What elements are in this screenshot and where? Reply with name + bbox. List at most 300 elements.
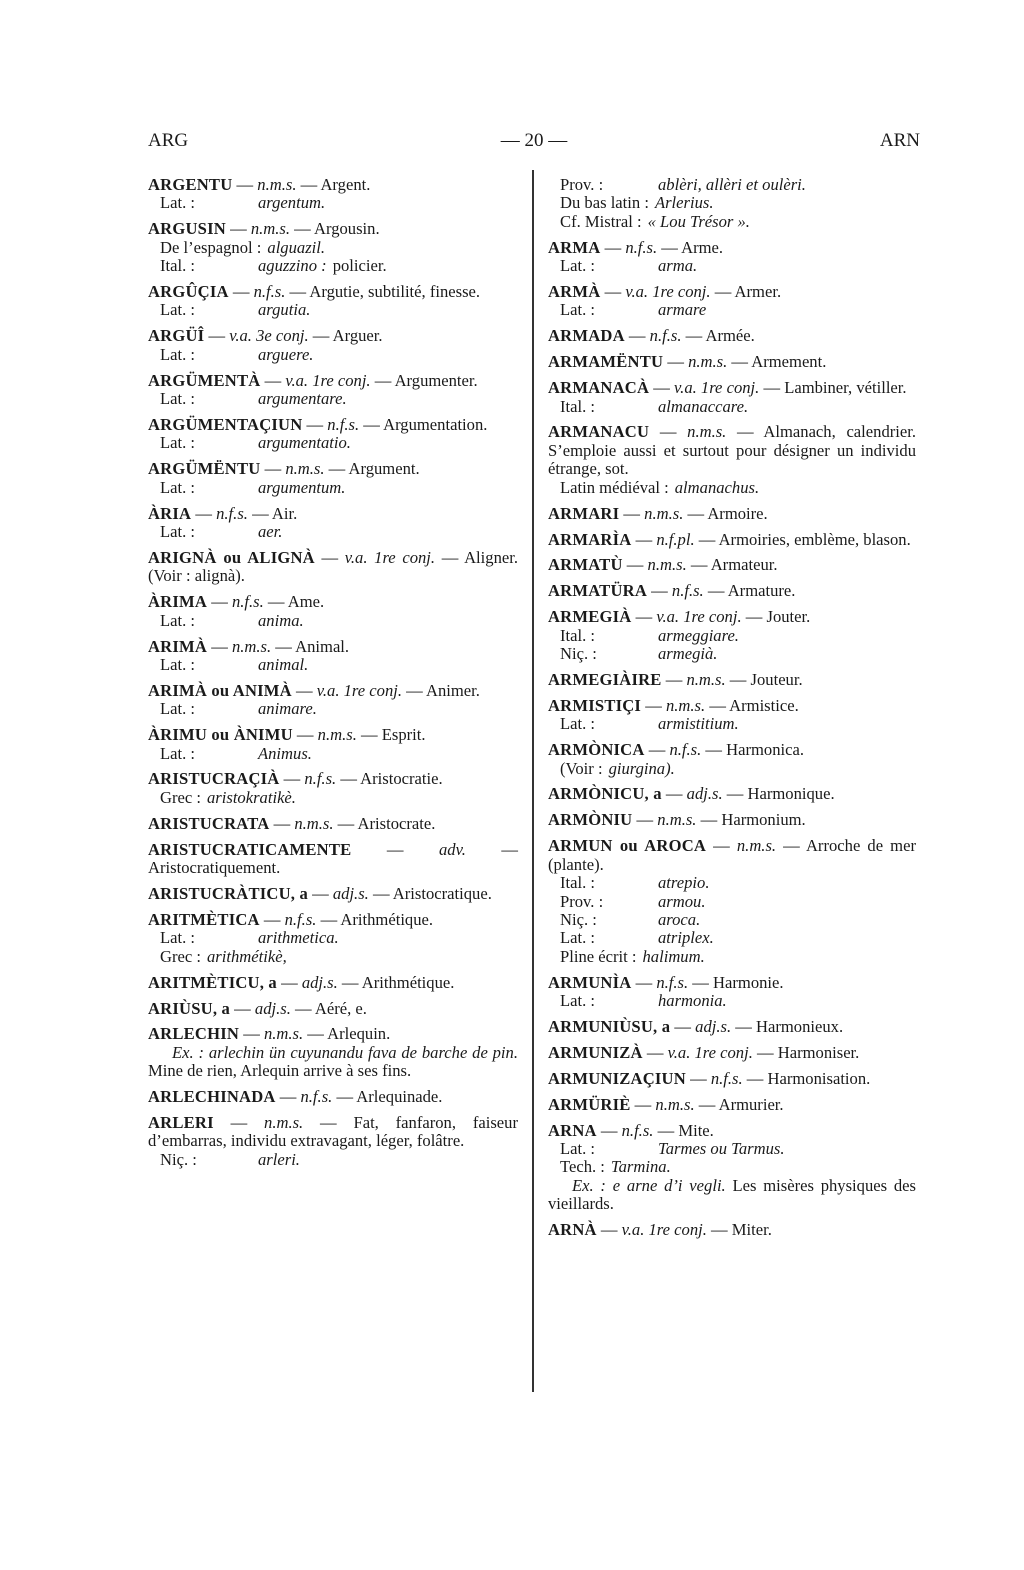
- dictionary-entry: [148, 885, 518, 903]
- entry-line: ARMUNÌA — n.f.s. — Harmonie.: [548, 972, 784, 992]
- etymology-value: atrepio.: [658, 873, 710, 893]
- etymology-line: [548, 893, 916, 911]
- definition: Armurier.: [718, 1094, 784, 1114]
- grammar-label: adj.s.: [254, 998, 291, 1018]
- headword: ÀRIMA: [148, 592, 208, 612]
- dictionary-entry: [148, 593, 518, 630]
- etymology-line: [548, 194, 916, 212]
- headword: ARGÜÎ: [148, 326, 205, 346]
- headword: ARMÒNICU, a: [548, 784, 662, 804]
- column-divider: [532, 170, 534, 1392]
- dictionary-entry: [548, 327, 916, 345]
- dictionary-entry: [148, 416, 518, 453]
- grammar-label: n.f.s.: [669, 740, 702, 760]
- etymology-value: argumentare.: [258, 389, 347, 409]
- etymology-line: [548, 301, 916, 319]
- dictionary-entry: [548, 505, 916, 523]
- dictionary-entry: [148, 220, 518, 275]
- entry-line: ARGÜMENTAÇIUN — n.f.s. — Argumentation.: [148, 414, 488, 434]
- dictionary-entry: [148, 505, 518, 542]
- headword: ARMATÙ: [548, 555, 623, 575]
- definition: Esprit.: [381, 725, 426, 745]
- example-text: e arne d’i vegli.: [612, 1175, 733, 1195]
- grammar-label: n.f.s.: [327, 414, 360, 434]
- entry-line: ARMEGIÀ — v.a. 1re conj. — Jouter.: [548, 607, 811, 627]
- right-column: [548, 176, 916, 1247]
- headword: ARGÛÇIA: [148, 282, 229, 302]
- etymology-line: [548, 627, 916, 645]
- etymology-label: Lat. :: [160, 433, 196, 453]
- dictionary-entry: [548, 837, 916, 966]
- etymology-extra: policier.: [332, 256, 387, 276]
- etymology-line: [148, 239, 518, 257]
- headword: ARMUN ou AROCA: [548, 836, 707, 856]
- etymology-line: [148, 257, 518, 275]
- etymology-value: armeggiare.: [658, 625, 739, 645]
- etymology-line: [548, 479, 916, 497]
- entry-line: ARIÙSU, a — adj.s. — Aéré, e.: [148, 998, 367, 1018]
- grammar-label: n.m.s.: [736, 836, 777, 856]
- entry-line: ARMANACÀ — v.a. 1re conj. — Lambiner, vétiller.: [548, 378, 907, 398]
- headword: ARMISTIÇI: [548, 695, 642, 715]
- etymology-line: [148, 948, 518, 966]
- etymology-line: [148, 346, 518, 364]
- etymology-label: Ital. :: [160, 256, 196, 276]
- dictionary-entry: [548, 1221, 916, 1239]
- left-column: [148, 176, 518, 1177]
- headword: ARITMÈTICA: [148, 909, 260, 929]
- etymology-value: arithmétikè,: [207, 946, 287, 966]
- entry-line: ARMATÜRA — n.f.s. — Armature.: [548, 581, 796, 601]
- etymology-label: Cf. Mistral :: [560, 211, 642, 231]
- headword: ARMEGIÀ: [548, 607, 632, 627]
- grammar-label: n.m.s.: [285, 459, 325, 479]
- dictionary-entry: [148, 176, 518, 213]
- dictionary-entry: [548, 974, 916, 1011]
- entry-line: ARITMÈTICU, a — adj.s. — Arithmétique.: [148, 972, 455, 992]
- grammar-label: n.f.s.: [231, 592, 264, 612]
- etymology-label: Lat. :: [160, 477, 196, 497]
- etymology-value: armegià.: [658, 644, 718, 664]
- headword: ARLECHINADA: [148, 1087, 276, 1107]
- grammar-label: v.a. 1re conj.: [344, 547, 436, 567]
- etymology-label: Lat. :: [560, 991, 596, 1011]
- etymology-value: aer.: [258, 522, 283, 541]
- header-left-guideword: ARG: [148, 130, 189, 151]
- entry-line: ARNA — n.f.s. — Mite.: [548, 1120, 714, 1140]
- entry-line: ARISTUCRAÇIÀ — n.f.s. — Aristocratie.: [148, 769, 443, 789]
- definition: Arlequinade.: [356, 1087, 443, 1107]
- etymology-label: Lat. :: [160, 344, 196, 364]
- entry-line: ARMÀ — v.a. 1re conj. — Armer.: [548, 282, 782, 302]
- headword: ARISTUCRATA: [148, 813, 270, 833]
- grammar-label: v.a. 1re conj.: [667, 1042, 753, 1062]
- definition: Animer.: [425, 680, 480, 700]
- etymology-value: aguzzino :: [258, 256, 327, 276]
- dictionary-entry: [148, 1114, 518, 1169]
- definition: Arguer.: [332, 326, 383, 346]
- headword: ARISTUCRATICAMENTE: [148, 839, 352, 859]
- grammar-label: n.f.s.: [216, 503, 248, 523]
- definition: Fat, fanfaron, faiseur d’embarras, individu extravagant, léger, folâtre.: [148, 1113, 518, 1151]
- etymology-label: De l’espagnol :: [160, 237, 262, 257]
- etymology-line: [548, 911, 916, 929]
- etymology-label: Lat. :: [160, 610, 196, 630]
- etymology-label: (Voir :: [560, 758, 603, 778]
- etymology-value: Arlerius.: [654, 193, 714, 213]
- etymology-value: arma.: [658, 256, 698, 276]
- grammar-label: n.m.s.: [264, 1113, 304, 1133]
- etymology-value: alguazil.: [267, 237, 326, 257]
- etymology-line: [548, 948, 916, 966]
- dictionary-entry: [548, 379, 916, 416]
- entry-line: ARIMÀ ou ANIMÀ — v.a. 1re conj. — Animer.: [148, 680, 480, 700]
- headword: ARIMÀ: [148, 636, 208, 656]
- definition: Armement.: [751, 352, 827, 372]
- headword: ARMÜRIÈ: [548, 1094, 631, 1114]
- etymology-value: almanachus.: [674, 477, 760, 497]
- etymology-line: [148, 612, 518, 630]
- etymology-label: Niç. :: [560, 644, 597, 664]
- dictionary-entry: [548, 176, 916, 231]
- headword: ARMÀ: [548, 282, 601, 302]
- dictionary-entry: [548, 239, 916, 276]
- etymology-value: argumentum.: [258, 477, 346, 497]
- entry-line: ARGUSIN — n.m.s. — Argousin.: [148, 219, 380, 239]
- dictionary-entry: [148, 770, 518, 807]
- example: [148, 1044, 518, 1081]
- etymology-label: Pline écrit :: [560, 946, 637, 966]
- dictionary-entry: [148, 1088, 518, 1106]
- dictionary-entry: [548, 741, 916, 778]
- headword: ARMANACÀ: [548, 378, 650, 398]
- definition: Ame.: [287, 592, 325, 612]
- grammar-label: v.a. 1re conj.: [621, 1220, 707, 1240]
- entry-line: ARMUNIZÀ — v.a. 1re conj. — Harmoniser.: [548, 1042, 860, 1062]
- grammar-label: n.m.s.: [294, 813, 334, 833]
- definition: Arme.: [681, 237, 724, 257]
- etymology-line: [548, 992, 916, 1010]
- grammar-label: n.f.s.: [656, 972, 689, 992]
- dictionary-entry: [148, 911, 518, 966]
- etymology-value: arguere.: [258, 344, 314, 364]
- dictionary-entry: [148, 815, 518, 833]
- entry-line: ARMAMËNTU — n.m.s. — Armement.: [548, 352, 827, 372]
- headword: ARLECHIN: [148, 1024, 240, 1044]
- etymology-value: armou.: [658, 891, 706, 911]
- etymology-line: [548, 715, 916, 733]
- dictionary-entry: [148, 460, 518, 497]
- etymology-label: Niç. :: [160, 1149, 197, 1169]
- etymology-label: Lat. :: [160, 300, 196, 320]
- etymology-value: ablèri, allèri et oulèri.: [658, 175, 806, 194]
- dictionary-entry: [148, 638, 518, 675]
- etymology-value: halimum.: [642, 946, 705, 966]
- etymology-value: aristokratikè.: [207, 787, 296, 807]
- grammar-label: n.m.s.: [686, 669, 726, 689]
- entry-line: ARMARÌA — n.f.pl. — Armoiries, emblème, blason.: [548, 529, 911, 549]
- example-label: Ex. :: [172, 1042, 209, 1062]
- grammar-label: n.f.s.: [649, 326, 682, 346]
- definition: Argent.: [320, 175, 371, 194]
- grammar-label: n.f.s.: [304, 769, 337, 789]
- etymology-line: [148, 523, 518, 541]
- etymology-label: Lat. :: [560, 300, 596, 320]
- grammar-label: n.m.s.: [687, 422, 727, 442]
- entry-line: ÀRIMA — n.f.s. — Ame.: [148, 592, 325, 612]
- headword: ARMAMËNTU: [548, 352, 664, 372]
- definition: Argousin.: [314, 219, 380, 239]
- headword: ARISTUCRAÇIÀ: [148, 769, 280, 789]
- etymology-value: armistitium.: [658, 714, 739, 734]
- entry-line: ARMANACU — n.m.s. — Almanach, calendrier. S’emploie aussi et surtout pour désigner un individu étrange, sot.: [548, 422, 916, 479]
- definition: Aristocratiquement.: [148, 858, 281, 878]
- grammar-label: n.m.s.: [250, 219, 291, 239]
- grammar-label: n.f.s.: [253, 282, 286, 302]
- grammar-label: adj.s.: [301, 972, 338, 992]
- headword: ARMUNÌA: [548, 972, 632, 992]
- etymology-line: [548, 213, 916, 231]
- dictionary-entry: [548, 811, 916, 829]
- etymology-label: Tech. :: [560, 1157, 605, 1177]
- etymology-line: [548, 398, 916, 416]
- entry-line: ÀRIA — n.f.s. — Air.: [148, 503, 298, 523]
- grammar-label: v.a. 1re conj.: [656, 607, 742, 627]
- etymology-line: [548, 1140, 916, 1158]
- definition: Armer.: [734, 282, 782, 302]
- example-translation: Les misères physiques des vieillards.: [548, 1175, 916, 1214]
- definition: Aligner. (Voir : alignà).: [148, 547, 518, 586]
- etymology-line: [148, 745, 518, 763]
- etymology-label: Lat. :: [560, 256, 596, 276]
- etymology-value: animare.: [258, 699, 317, 719]
- dictionary-entry: [548, 556, 916, 574]
- entry-line: ARMEGIÀIRE — n.m.s. — Jouteur.: [548, 669, 803, 689]
- etymology-value: atriplex.: [658, 928, 714, 948]
- entry-line: ARLERI — n.m.s. — Fat, fanfaron, faiseur d’embarras, individu extravagant, léger, folâtre.: [148, 1113, 518, 1151]
- grammar-label: n.m.s.: [655, 1094, 695, 1114]
- etymology-line: [548, 760, 916, 778]
- entry-line: ARGENTU — n.m.s. — Argent.: [148, 175, 371, 194]
- headword: ARGÜMËNTU: [148, 459, 261, 479]
- definition: Aéré, e.: [314, 998, 367, 1018]
- entry-line: ÀRIMU ou ÀNIMU — n.m.s. — Esprit.: [148, 725, 426, 745]
- example: [548, 1177, 916, 1214]
- definition: Armateur.: [710, 555, 778, 575]
- headword: ARMATÜRA: [548, 581, 647, 601]
- definition: Armoire.: [707, 503, 768, 523]
- entry-line: ARLECHIN — n.m.s. — Arlequin.: [148, 1024, 391, 1044]
- headword: ÀRIA: [148, 503, 192, 523]
- definition: Aristocrate.: [357, 813, 436, 833]
- entry-line: ARISTUCRÀTICU, a — adj.s. — Aristocratique.: [148, 884, 492, 903]
- grammar-label: v.a. 3e conj.: [229, 326, 309, 346]
- grammar-label: n.m.s.: [665, 695, 706, 715]
- headword: ARIGNÀ ou ALIGNÀ: [148, 547, 315, 567]
- etymology-label: Lat. :: [560, 928, 596, 948]
- definition: Almanach, calendrier. S’emploie aussi et surtout pour désigner un individu étrange, sot.: [548, 422, 916, 479]
- etymology-value: argentum.: [258, 193, 326, 213]
- headword: ARNA: [548, 1120, 597, 1140]
- headword: ARMUNIZAÇIUN: [548, 1068, 686, 1088]
- dictionary-entry: [548, 1096, 916, 1114]
- etymology-line: [148, 789, 518, 807]
- definition: Argutie, subtilité, finesse.: [309, 282, 481, 302]
- headword: ARMARI: [548, 503, 620, 523]
- grammar-label: n.f.s.: [284, 909, 317, 929]
- dictionary-entry: [548, 608, 916, 663]
- definition: Armée.: [705, 326, 755, 346]
- definition: Animal.: [295, 636, 350, 656]
- definition: Air.: [271, 503, 298, 523]
- etymology-line: [548, 874, 916, 892]
- etymology-line: [548, 1158, 916, 1176]
- etymology-label: Grec :: [160, 946, 201, 966]
- headword: ARMARÌA: [548, 529, 632, 549]
- headword: ARGÜMENTAÇIUN: [148, 414, 303, 434]
- definition: Jouteur.: [750, 669, 803, 689]
- etymology-label: Latin médiéval :: [560, 477, 669, 497]
- headword: ARITMÈTICU, a: [148, 972, 277, 992]
- etymology-line: [148, 194, 518, 212]
- definition: Jouter.: [766, 607, 811, 627]
- headword: ARMÒNICA: [548, 740, 645, 760]
- grammar-label: n.f.s.: [621, 1120, 654, 1140]
- etymology-value: Tarmes ou Tarmus.: [658, 1138, 785, 1158]
- etymology-label: Prov. :: [560, 175, 604, 194]
- definition: Mite.: [678, 1120, 714, 1140]
- grammar-label: adj.s.: [332, 884, 369, 903]
- etymology-value: arleri.: [258, 1149, 300, 1169]
- definition: Argument.: [348, 459, 420, 479]
- etymology-label: Niç. :: [560, 909, 597, 929]
- grammar-label: n.m.s.: [647, 555, 687, 575]
- dictionary-entry: [548, 1122, 916, 1214]
- etymology-label: Lat. :: [160, 389, 196, 409]
- grammar-label: n.f.s.: [300, 1087, 333, 1107]
- headword: ARMÒNIU: [548, 810, 633, 830]
- dictionary-entry: [548, 697, 916, 734]
- grammar-label: n.m.s.: [263, 1024, 304, 1044]
- etymology-value: animal.: [258, 654, 309, 674]
- etymology-line: [148, 479, 518, 497]
- etymology-label: Du bas latin :: [560, 193, 649, 213]
- definition: Arithmétique.: [340, 909, 434, 929]
- dictionary-entry: [548, 531, 916, 549]
- dictionary-entry: [148, 974, 518, 992]
- definition: Aristocratie.: [360, 769, 443, 789]
- etymology-line: [148, 301, 518, 319]
- etymology-value: almanaccare.: [658, 396, 749, 416]
- entry-line: ARIGNÀ ou ALIGNÀ — v.a. 1re conj. — Aligner. (Voir : alignà).: [148, 547, 518, 586]
- entry-line: ARMÒNICA — n.f.s. — Harmonica.: [548, 740, 805, 760]
- example-text: arlechin ün cuyunandu fava de barche de pin.: [208, 1042, 518, 1062]
- definition: Argumenter.: [394, 370, 478, 390]
- grammar-label: n.m.s.: [688, 352, 728, 372]
- entry-line: ARMISTIÇI — n.m.s. — Armistice.: [548, 695, 799, 715]
- page-header: [148, 130, 920, 156]
- dictionary-entry: [548, 1070, 916, 1088]
- headword: ARGENTU: [148, 175, 233, 194]
- entry-line: ARITMÈTICA — n.f.s. — Arithmétique.: [148, 909, 434, 929]
- etymology-value: anima.: [258, 610, 304, 630]
- grammar-label: n.m.s.: [257, 175, 297, 194]
- definition: Harmonique.: [747, 784, 835, 804]
- grammar-label: v.a. 1re conj.: [674, 378, 760, 398]
- etymology-value: armare: [658, 300, 707, 320]
- example-translation: Mine de rien, Arlequin arrive à ses fins.: [148, 1061, 412, 1081]
- dictionary-entry: [148, 283, 518, 320]
- dictionary-entry: [148, 549, 518, 586]
- dictionary-entry: [548, 671, 916, 689]
- headword: ÀRIMU ou ÀNIMU: [148, 725, 293, 745]
- definition: Miter.: [731, 1220, 772, 1240]
- entry-line: ARGÜMENTÀ — v.a. 1re conj. — Argumenter.: [148, 370, 478, 390]
- entry-line: ARNÀ — v.a. 1re conj. — Miter.: [548, 1220, 772, 1240]
- dictionary-entry: [548, 582, 916, 600]
- entry-line: ARMÒNIU — n.m.s. — Harmonium.: [548, 810, 806, 830]
- etymology-line: [148, 700, 518, 718]
- headword: ARIMÀ ou ANIMÀ: [148, 680, 292, 700]
- headword: ARMUNIZÀ: [548, 1042, 643, 1062]
- entry-line: ARGÜMËNTU — n.m.s. — Argument.: [148, 459, 420, 479]
- grammar-label: n.m.s.: [231, 636, 272, 656]
- definition: Lambiner, vétiller.: [784, 378, 907, 398]
- etymology-label: Lat. :: [560, 714, 596, 734]
- dictionary-entry: [148, 682, 518, 719]
- etymology-line: [148, 656, 518, 674]
- grammar-label: adv.: [439, 839, 466, 859]
- etymology-line: [148, 390, 518, 408]
- dictionary-entry: [548, 1018, 916, 1036]
- etymology-line: [548, 257, 916, 275]
- headword: ARLERI: [148, 1113, 214, 1133]
- entry-line: ARMATÙ — n.m.s. — Armateur.: [548, 555, 778, 575]
- etymology-label: Grec :: [160, 787, 201, 807]
- etymology-label: Ital. :: [560, 625, 596, 645]
- etymology-value: arithmetica.: [258, 928, 339, 948]
- definition: Arroche de mer (plante).: [548, 836, 916, 874]
- etymology-label: Lat. :: [160, 699, 196, 719]
- dictionary-entry: [548, 283, 916, 320]
- headword: ARMANACU: [548, 422, 650, 442]
- etymology-line: [148, 434, 518, 452]
- headword: ARMUNIÙSU, a: [548, 1016, 671, 1036]
- dictionary-entry: [548, 353, 916, 371]
- etymology-label: Lat. :: [160, 522, 196, 541]
- grammar-label: n.m.s.: [644, 503, 684, 523]
- grammar-label: v.a. 1re conj.: [285, 370, 371, 390]
- headword: ARISTUCRÀTICU, a: [148, 884, 308, 903]
- page-number: — 20 —: [500, 130, 568, 151]
- entry-line: ARISTUCRATA — n.m.s. — Aristocrate.: [148, 813, 436, 833]
- definition: Harmonieux.: [756, 1016, 844, 1036]
- etymology-label: Prov. :: [560, 891, 604, 911]
- headword: ARNÀ: [548, 1220, 597, 1240]
- headword: ARGÜMENTÀ: [148, 370, 261, 390]
- definition: Harmonie.: [713, 972, 784, 992]
- dictionary-entry: [548, 785, 916, 803]
- etymology-label: Ital. :: [560, 396, 596, 416]
- definition: Aristocratique.: [392, 884, 492, 903]
- grammar-label: n.f.pl.: [656, 529, 695, 549]
- definition: Harmonica.: [726, 740, 805, 760]
- entry-line: ARLECHINADA — n.f.s. — Arlequinade.: [148, 1087, 443, 1107]
- etymology-line: [148, 929, 518, 947]
- dictionary-entry: [148, 1000, 518, 1018]
- entry-line: ARGÛÇIA — n.f.s. — Argutie, subtilité, finesse.: [148, 282, 481, 302]
- header-right-guideword: ARN: [879, 130, 920, 151]
